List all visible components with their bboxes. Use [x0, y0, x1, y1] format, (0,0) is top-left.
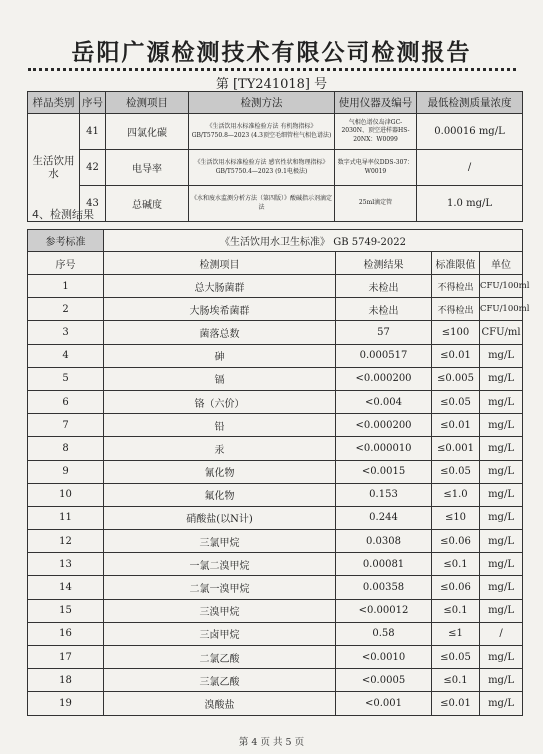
result-no: 16 [28, 622, 104, 645]
result-unit: / [480, 622, 523, 645]
table-row [28, 622, 523, 645]
result-limit: ≤1.0 [432, 483, 480, 506]
method-table [27, 91, 523, 222]
result-value: <0.0010 [336, 646, 432, 669]
header-item: 检测项目 [106, 92, 189, 114]
result-item: 二氯乙酸 [104, 646, 336, 669]
header-min-concentration: 最低检测质量浓度 [417, 92, 523, 114]
result-item: 砷 [104, 344, 336, 367]
result-no: 14 [28, 576, 104, 599]
result-item: 镉 [104, 367, 336, 390]
section-heading: 4、检测结果 [32, 208, 94, 221]
header-instrument: 使用仪器及编号 [335, 92, 417, 114]
result-unit: CFU/100ml [480, 298, 523, 321]
header-item: 检测项目 [104, 252, 336, 275]
result-limit: ≤0.1 [432, 669, 480, 692]
result-value: 0.0308 [336, 530, 432, 553]
result-limit: ≤0.1 [432, 553, 480, 576]
result-item: 大肠埃希菌群 [104, 298, 336, 321]
result-no: 3 [28, 321, 104, 344]
table-row [28, 390, 523, 413]
table-row [28, 275, 523, 298]
result-value: 0.244 [336, 506, 432, 529]
result-no: 19 [28, 692, 104, 715]
result-no: 15 [28, 599, 104, 622]
result-no: 10 [28, 483, 104, 506]
header-method: 检测方法 [189, 92, 335, 114]
table-row [28, 460, 523, 483]
table-row [28, 367, 523, 390]
method-limit: 1.0 mg/L [417, 186, 523, 222]
result-unit: mg/L [480, 367, 523, 390]
result-no: 1 [28, 275, 104, 298]
result-item: 一氯二溴甲烷 [104, 553, 336, 576]
result-item: 氟化物 [104, 483, 336, 506]
table-row [28, 506, 523, 529]
table-row [28, 646, 523, 669]
result-no: 18 [28, 669, 104, 692]
header-sample-category: 样品类别 [28, 92, 80, 114]
standard-row [28, 230, 523, 252]
page-footer: 第 4 页 共 5 页 [238, 737, 305, 748]
result-unit: mg/L [480, 669, 523, 692]
result-item: 铬（六价） [104, 390, 336, 413]
result-unit: mg/L [480, 599, 523, 622]
result-limit: ≤10 [432, 506, 480, 529]
method-item: 电导率 [106, 150, 189, 186]
method-text: 《生活饮用水标准检验方法 感官性状和物理指标》GB/T5750.4—2023 (9.1电极法) [189, 150, 335, 186]
result-value: <0.000200 [336, 414, 432, 437]
result-unit: mg/L [480, 414, 523, 437]
result-value: <0.0015 [336, 460, 432, 483]
result-item: 总大肠菌群 [104, 275, 336, 298]
method-item: 总碱度 [106, 186, 189, 222]
method-limit: 0.00016 mg/L [417, 114, 523, 150]
method-no: 43 [80, 186, 106, 222]
result-item: 溴酸盐 [104, 692, 336, 715]
table-row [28, 530, 523, 553]
method-instrument: 气相色谱仪岛津GC-2030N、顶空进样器HS-20NX：W0099 [335, 114, 417, 150]
result-body [28, 275, 530, 716]
result-limit: ≤0.05 [432, 460, 480, 483]
result-unit: mg/L [480, 530, 523, 553]
result-header-row [28, 252, 523, 275]
result-unit: mg/L [480, 390, 523, 413]
result-no: 11 [28, 506, 104, 529]
result-no: 7 [28, 414, 104, 437]
result-unit: mg/L [480, 576, 523, 599]
report-number: 第 [TY241018] 号 [215, 77, 328, 92]
result-no: 6 [28, 390, 104, 413]
result-no: 8 [28, 437, 104, 460]
standard-label: 参考标准 [28, 230, 104, 252]
result-no: 2 [28, 298, 104, 321]
result-limit: ≤0.005 [432, 367, 480, 390]
result-item: 三氯甲烷 [104, 530, 336, 553]
table-row [28, 298, 523, 321]
report-title: 岳阳广源检测技术有限公司检测报告 [71, 40, 472, 66]
result-item: 二氯一溴甲烷 [104, 576, 336, 599]
table-row [28, 414, 523, 437]
method-row [28, 150, 523, 186]
result-unit: mg/L [480, 483, 523, 506]
result-limit: ≤1 [432, 622, 480, 645]
result-limit: 不得检出 [432, 298, 480, 321]
header-limit: 标准限值 [432, 252, 480, 275]
result-no: 12 [28, 530, 104, 553]
result-unit: mg/L [480, 646, 523, 669]
result-limit: ≤0.06 [432, 576, 480, 599]
result-limit: ≤0.05 [432, 646, 480, 669]
table-row [28, 344, 523, 367]
result-item: 氰化物 [104, 460, 336, 483]
result-limit: ≤0.05 [432, 390, 480, 413]
result-value: 0.00081 [336, 553, 432, 576]
result-value: <0.00012 [336, 599, 432, 622]
result-item: 三氯乙酸 [104, 669, 336, 692]
result-value: 57 [336, 321, 432, 344]
result-unit: CFU/ml [480, 321, 523, 344]
result-unit: CFU/100ml [480, 275, 523, 298]
result-value: 0.000517 [336, 344, 432, 367]
result-unit: mg/L [480, 344, 523, 367]
result-limit: ≤0.01 [432, 344, 480, 367]
result-value: 0.00358 [336, 576, 432, 599]
standard-name: 《生活饮用水卫生标准》 GB 5749-2022 [104, 230, 523, 252]
result-no: 9 [28, 460, 104, 483]
result-item: 菌落总数 [104, 321, 336, 344]
result-unit: mg/L [480, 553, 523, 576]
method-instrument: 25ml滴定管 [335, 186, 417, 222]
result-value: 未检出 [336, 275, 432, 298]
method-no: 41 [80, 114, 106, 150]
header-no: 序号 [80, 92, 106, 114]
header-unit: 单位 [480, 252, 523, 275]
table-row [28, 692, 523, 715]
result-item: 三卤甲烷 [104, 622, 336, 645]
method-row [28, 114, 523, 150]
result-limit: ≤0.06 [432, 530, 480, 553]
table-row [28, 321, 523, 344]
method-row [28, 186, 523, 222]
result-unit: mg/L [480, 437, 523, 460]
method-item: 四氯化碳 [106, 114, 189, 150]
title-divider [28, 68, 516, 71]
result-limit: ≤0.1 [432, 599, 480, 622]
result-value: <0.000010 [336, 437, 432, 460]
result-value: <0.004 [336, 390, 432, 413]
method-instrument: 数字式电导率仪DDS-307：W0019 [335, 150, 417, 186]
sample-category: 生活饮用水 [28, 114, 80, 222]
result-item: 汞 [104, 437, 336, 460]
result-value: <0.001 [336, 692, 432, 715]
result-table [27, 229, 530, 716]
table-row [28, 599, 523, 622]
result-no: 5 [28, 367, 104, 390]
result-unit: mg/L [480, 460, 523, 483]
method-text: 《水和废水监测分析方法（第四版）》酸碱指示剂滴定法 [189, 186, 335, 222]
result-limit: 不得检出 [432, 275, 480, 298]
result-limit: ≤0.01 [432, 414, 480, 437]
result-no: 4 [28, 344, 104, 367]
table-row [28, 437, 523, 460]
method-no: 42 [80, 150, 106, 186]
result-no: 13 [28, 553, 104, 576]
result-value: <0.0005 [336, 669, 432, 692]
result-value: <0.000200 [336, 367, 432, 390]
header-result: 检测结果 [336, 252, 432, 275]
method-text: 《生活饮用水标准检验方法 有机物指标》GB/T5750.8—2023 (4.3顶空毛细管柱气相色谱法) [189, 114, 335, 150]
result-item: 铅 [104, 414, 336, 437]
result-value: 0.153 [336, 483, 432, 506]
table-row [28, 669, 523, 692]
result-limit: ≤0.001 [432, 437, 480, 460]
result-unit: mg/L [480, 506, 523, 529]
table-row [28, 576, 523, 599]
header-no: 序号 [28, 252, 104, 275]
table-row [28, 553, 523, 576]
result-value: 未检出 [336, 298, 432, 321]
result-limit: ≤0.01 [432, 692, 480, 715]
method-limit: / [417, 150, 523, 186]
result-unit: mg/L [480, 692, 523, 715]
method-header-row [28, 92, 523, 114]
table-row [28, 483, 523, 506]
result-no: 17 [28, 646, 104, 669]
result-limit: ≤100 [432, 321, 480, 344]
result-item: 硝酸盐(以N计) [104, 506, 336, 529]
result-item: 三溴甲烷 [104, 599, 336, 622]
result-value: 0.58 [336, 622, 432, 645]
